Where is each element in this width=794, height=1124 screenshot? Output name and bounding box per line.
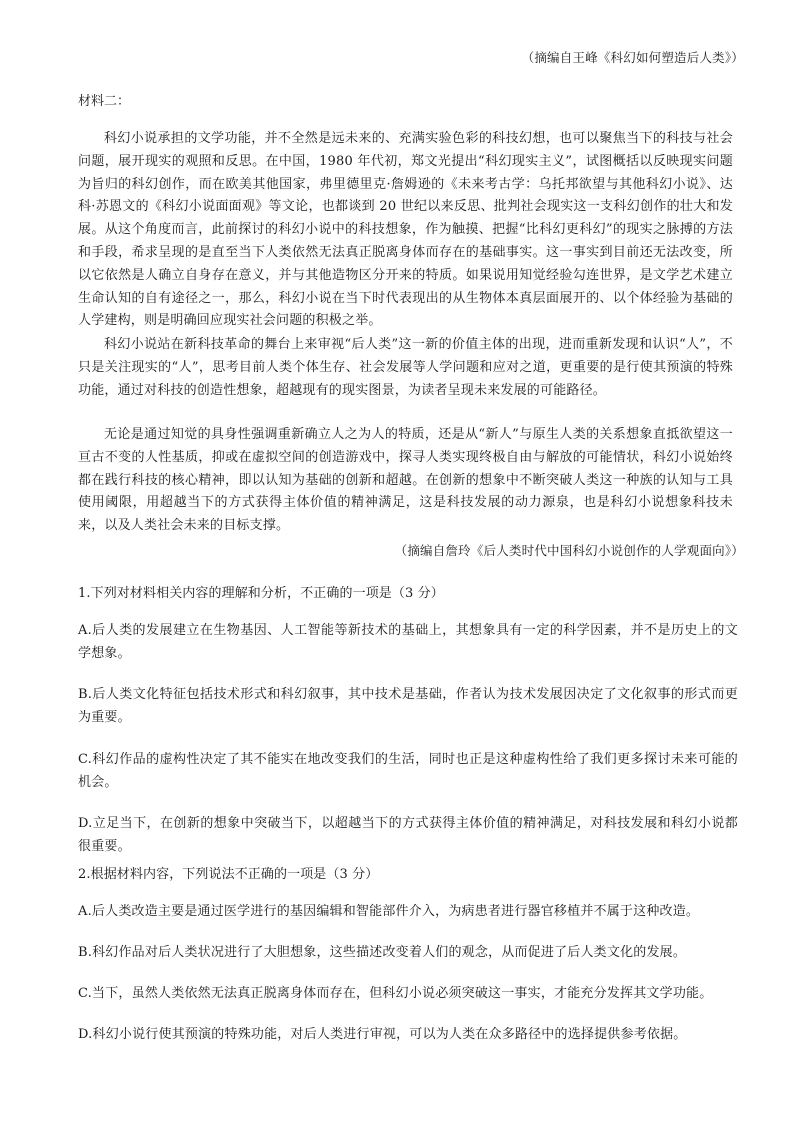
question-1-stem: 1.下列对材料相关内容的理解和分析，不正确的一项是（3 分） xyxy=(78,586,444,601)
paragraph-1: 科幻小说承担的文学功能，并不全然是远未来的、充满实验色彩的科技幻想，也可以聚焦当下的科技与社会问题，展开现实的观照和反思。在中国，1980 年代初，郑文光提出“科幻现实主义”，试图概括以反映现实问题为旨归的科幻创作，而在欧美其他国家，弗里德里克·詹姆逊的《未来考古学：乌托邦欲望与其他科幻小说》、达科·苏恩文的《科幻小说面面观》等文论，也都谈到 20 世纪以来反思、批判社会现实这一支科幻创作的壮大和发展。从这个角度而言，此前探讨的科幻小说中的科技想象，作为触摸、把握“比科幻更科幻”的现实之脉搏的方法和手段，希求呈现的是直至当下人类依然无法真正脱离身体而存在的基础事实。这一事实到目前还无法改变，所以它依然是人确立自身存在意义，并与其他造物区分开来的特质。如果说用知觉经验勾连世界，是文学艺术建立生命认知的自有途径之一，那么，科幻小说在当下时代表现出的从生物体本真层面展开的、以个体经验为基础的人学建构，则是明确回应现实社会问题的积极之举。 xyxy=(78,131,733,329)
question-2-stem: 2.根据材料内容，下列说法不正确的一项是（3 分） xyxy=(78,867,379,882)
question-2-option-a: A.后人类改造主要是通过医学进行的基因编辑和智能部件介入，为病患者进行器官移植并不属于这种改造。 xyxy=(78,904,700,919)
question-1-option-d: D.立足当下，在创新的想象中突破当下，以超越当下的方式获得主体价值的精神满足，对科技发展和科幻小说都很重要。 xyxy=(78,816,738,854)
question-1-option-c: C.科幻作品的虚构性决定了其不能实在地改变我们的生活，同时也正是这种虚构性给了我们更多探讨未来可能的机会。 xyxy=(78,752,738,790)
paragraph-3: 无论是通过知觉的具身性强调重新确立人之为人的特质，还是从“新人”与原生人类的关系想象直抵欲望这一亘古不变的人性基质，抑或在虚拟空间的创造游戏中，探寻人类实现终极自由与解放的可能情状，科幻小说始终都在践行科技的核心精神，即以认知为基础的创新和超越。在创新的想象中不断突破人类这一种族的认知与工具使用阈限，用超越当下的方式获得主体价值的精神满足，这是科技发展的动力源泉，也是科幻小说想象科技未来，以及人类社会未来的目标支撑。 xyxy=(78,427,733,534)
material-2-label: 材料二： xyxy=(78,94,131,109)
question-2-option-d: D.科幻小说行使其预演的特殊功能，对后人类进行审视，可以为人类在众多路径中的选择提供参考依据。 xyxy=(78,1027,687,1042)
paragraph-2: 科幻小说站在新科技革命的舞台上来审视“后人类”这一新的价值主体的出现，进而重新发现和认识“人”，不只是关注现实的“人”，思考目前人类个体生存、社会发展等人学问题和应对之道，更重要的是行使其预演的特殊功能，通过对科技的创造性想象，超越现有的现实图景，为读者呈现未来发展的可能路径。 xyxy=(78,337,733,398)
source-citation-2: （摘编自詹玲《后人类时代中国科幻小说创作的人学观面向》） xyxy=(394,543,744,558)
question-2-option-b: B.科幻作品对后人类状况进行了大胆想象，这些描述改变着人们的观念，从而促进了后人类文化的发展。 xyxy=(78,945,687,960)
question-1-option-b: B.后人类文化特征包括技术形式和科幻叙事，其中技术是基础，作者认为技术发展因决定了文化叙事的形式而更为重要。 xyxy=(78,687,738,725)
question-1-option-a: A.后人类的发展建立在生物基因、人工智能等新技术的基础上，其想象具有一定的科学因素，并不是历史上的文学想象。 xyxy=(78,623,738,661)
question-2-option-c: C.当下，虽然人类依然无法真正脱离身体而存在，但科幻小说必须突破这一事实，才能充分发挥其文学功能。 xyxy=(78,986,713,1001)
source-citation-1: （摘编自王峰《科幻如何塑造后人类》） xyxy=(521,50,744,65)
